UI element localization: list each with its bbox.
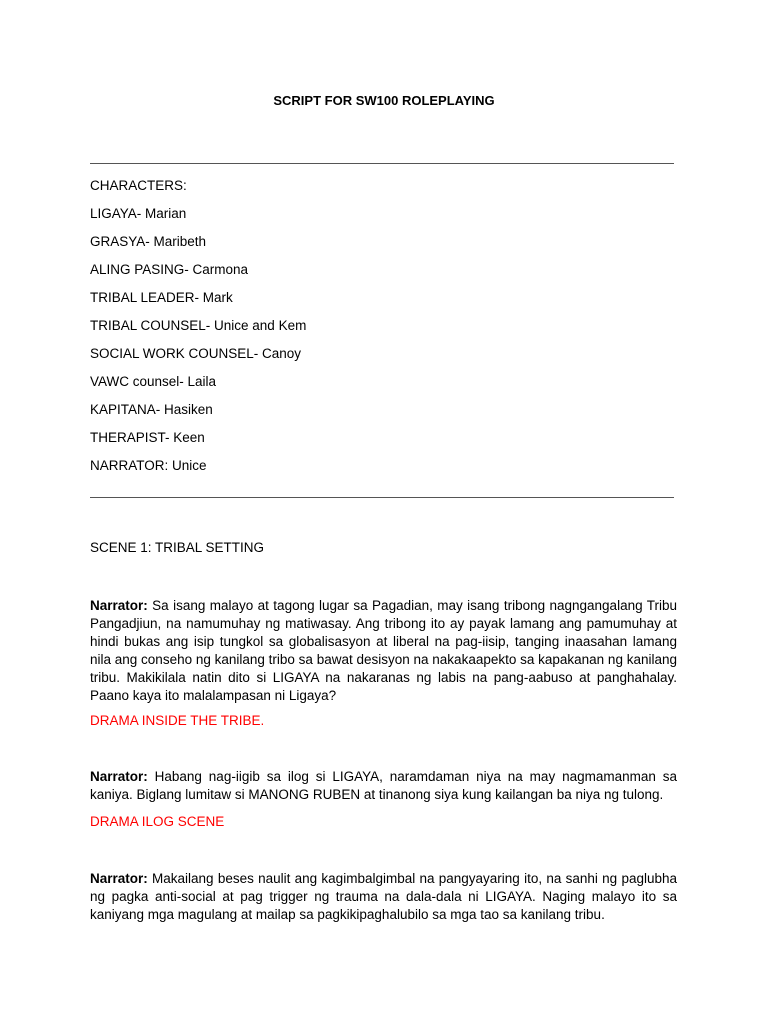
character-item: TRIBAL COUNSEL- Unice and Kem [90,318,307,333]
narrator-label: Narrator: [90,871,148,886]
character-item: THERAPIST- Keen [90,430,205,445]
characters-list [90,177,306,485]
character-item: ALING PASING- Carmona [90,262,249,277]
document-title: SCRIPT FOR SW100 ROLEPLAYING [273,93,495,108]
character-item: NARRATOR: Unice [90,458,207,473]
narrator-paragraph [90,768,677,804]
narrator-paragraph [90,870,677,924]
horizontal-rule [90,163,674,164]
character-item: SOCIAL WORK COUNSEL- Canoy [90,346,302,361]
character-item: TRIBAL LEADER- Mark [90,290,233,305]
character-item: KAPITANA- Hasiken [90,402,213,417]
horizontal-rule [90,497,674,498]
narrator-text: Sa isang malayo at tagong lugar sa Pagadian, may isang tribong nagngangalang Tribu Pangadjiun, na namumuhay ng matiwasay. Ang tribong ito ay payak lamang ang pamumuhay at hindi bukas ang isip tungkol sa globalisasyon at liberal na pag-iisip, tanging inaasahan lamang nila ang conseho ng kanilang tribo sa bawat desisyon na nakakaapekto sa kapakanan ng kanilang tribu. Makikilala natin dito si LIGAYA na nakaranas ng labis na pang-aabuso at panghahalay. Paano kaya ito malalampasan ni Ligaya? [90,598,677,703]
character-item: VAWC counsel- Laila [90,374,217,389]
character-item: GRASYA- Maribeth [90,234,207,249]
characters-heading: CHARACTERS: [90,178,187,193]
character-item: LIGAYA- Marian [90,206,187,221]
drama-note: DRAMA ILOG SCENE [90,814,225,829]
narrator-text: Makailang beses naulit ang kagimbalgimbal na pangyayaring ito, na sanhi ng paglubha ng pagka anti-social at pag trigger ng trauma na dala-dala ni LIGAYA. Naging malayo ito sa kaniyang mga magulang at mailap sa pagkikipaghalubilo sa mga tao sa kanilang tribu. [90,871,677,922]
narrator-text: Habang nag-iigib sa ilog si LIGAYA, naramdaman niya na may nagmamanman sa kaniya. Biglang lumitaw si MANONG RUBEN at tinanong siya kung kailangan ba niya ng tulong. [90,769,677,802]
scene-heading: SCENE 1: TRIBAL SETTING [90,540,265,555]
narrator-label: Narrator: [90,598,148,613]
narrator-label: Narrator: [90,769,148,784]
narrator-paragraph [90,597,677,705]
drama-note: DRAMA INSIDE THE TRIBE. [90,713,265,728]
